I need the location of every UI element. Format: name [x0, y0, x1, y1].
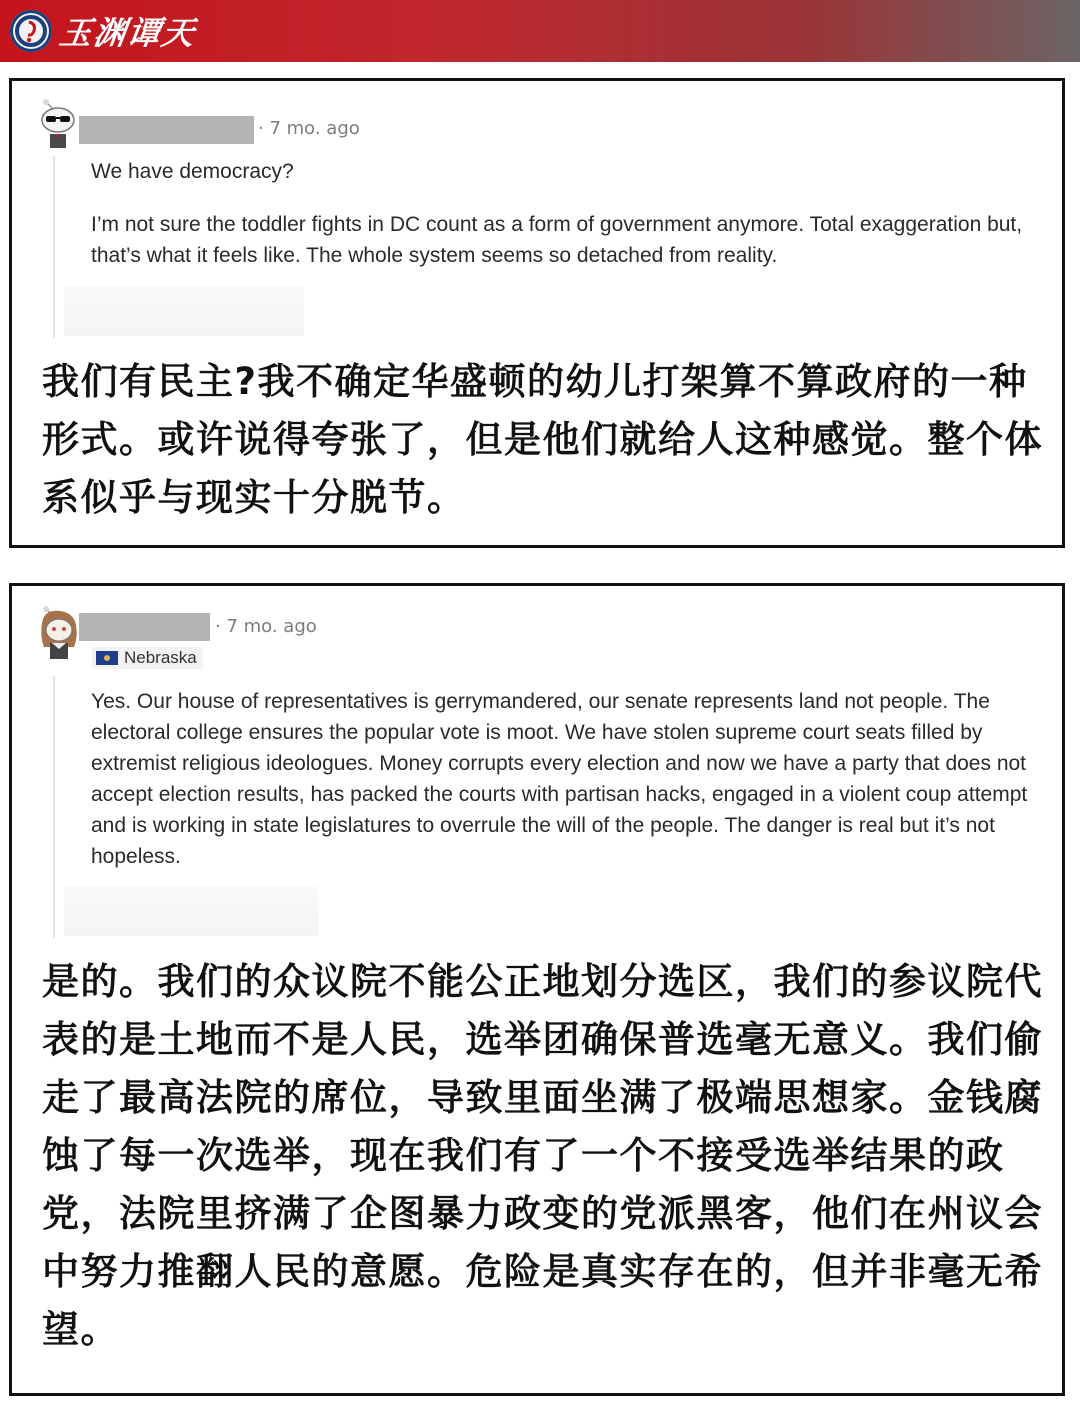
thread-line[interactable]: [53, 156, 55, 338]
user-flair: [92, 647, 203, 669]
avatar[interactable]: [36, 603, 82, 659]
logo[interactable]: [10, 8, 199, 54]
snoo-avatar-icon: [36, 603, 82, 663]
nebraska-flag-icon: [96, 651, 118, 665]
logo-mark-icon: [10, 10, 52, 52]
flair-text: Nebraska: [124, 648, 197, 667]
comment-paragraph: We have democracy?: [91, 160, 294, 183]
timestamp: · 7 mo. ago: [258, 118, 360, 139]
comment-actions-placeholder: [64, 286, 304, 336]
chinese-translation: 我们有民主?我不确定华盛顿的幼儿打架算不算政府的一种形式。或许说得夸张了，但是他们就给人这种感觉。整个体系似乎与现实十分脱节。: [42, 360, 1043, 519]
thread-line[interactable]: [53, 676, 55, 938]
avatar[interactable]: [36, 96, 82, 152]
redacted-username: [79, 613, 210, 641]
comment-paragraph: Yes. Our house of representatives is gerrymandered, our senate represents land not people. The electoral college ensures the popular vote is moot. We have stolen supreme court seats filled by extremist religious ideologues. Money corrupts every election and now we have a party that does not accept election results, has packed the courts with partisan hacks, engaged in a violent coup attempt and is working in state legislatures to overrule the will of the people. The danger is real but it’s not hopeless.: [91, 690, 1028, 868]
snoo-avatar-icon: [36, 96, 82, 152]
comment-card-2: [9, 583, 1065, 1396]
timestamp-text: 7 mo. ago: [226, 616, 317, 637]
comment-card-1: [9, 78, 1065, 548]
comment-paragraph: I’m not sure the toddler fights in DC count as a form of government anymore. Total exaggeration but, that’s what it feels like. The whole system seems so detached from reality.: [91, 213, 1023, 267]
comment-actions-placeholder: [64, 886, 319, 936]
comment-body: [91, 686, 1056, 872]
timestamp: · 7 mo. ago: [215, 616, 317, 637]
logo-text: 玉渊谭天: [57, 14, 199, 52]
comment-body: [91, 156, 1056, 271]
header-bar: [0, 0, 1080, 62]
chinese-translation: 是的。我们的众议院不能公正地划分选区，我们的参议院代表的是土地而不是人民，选举团确保普选毫无意义。我们偷走了最高法院的席位，导致里面坐满了极端思想家。金钱腐蚀了每一次选举，现在我们有了一个不接受选举结果的政党，法院里挤满了企图暴力政变的党派黑客，他们在州议会中努力推翻人民的意愿。危险是真实存在的，但并非毫无希望。: [42, 960, 1043, 1351]
redacted-username: [79, 116, 254, 144]
timestamp-text: 7 mo. ago: [269, 118, 360, 139]
